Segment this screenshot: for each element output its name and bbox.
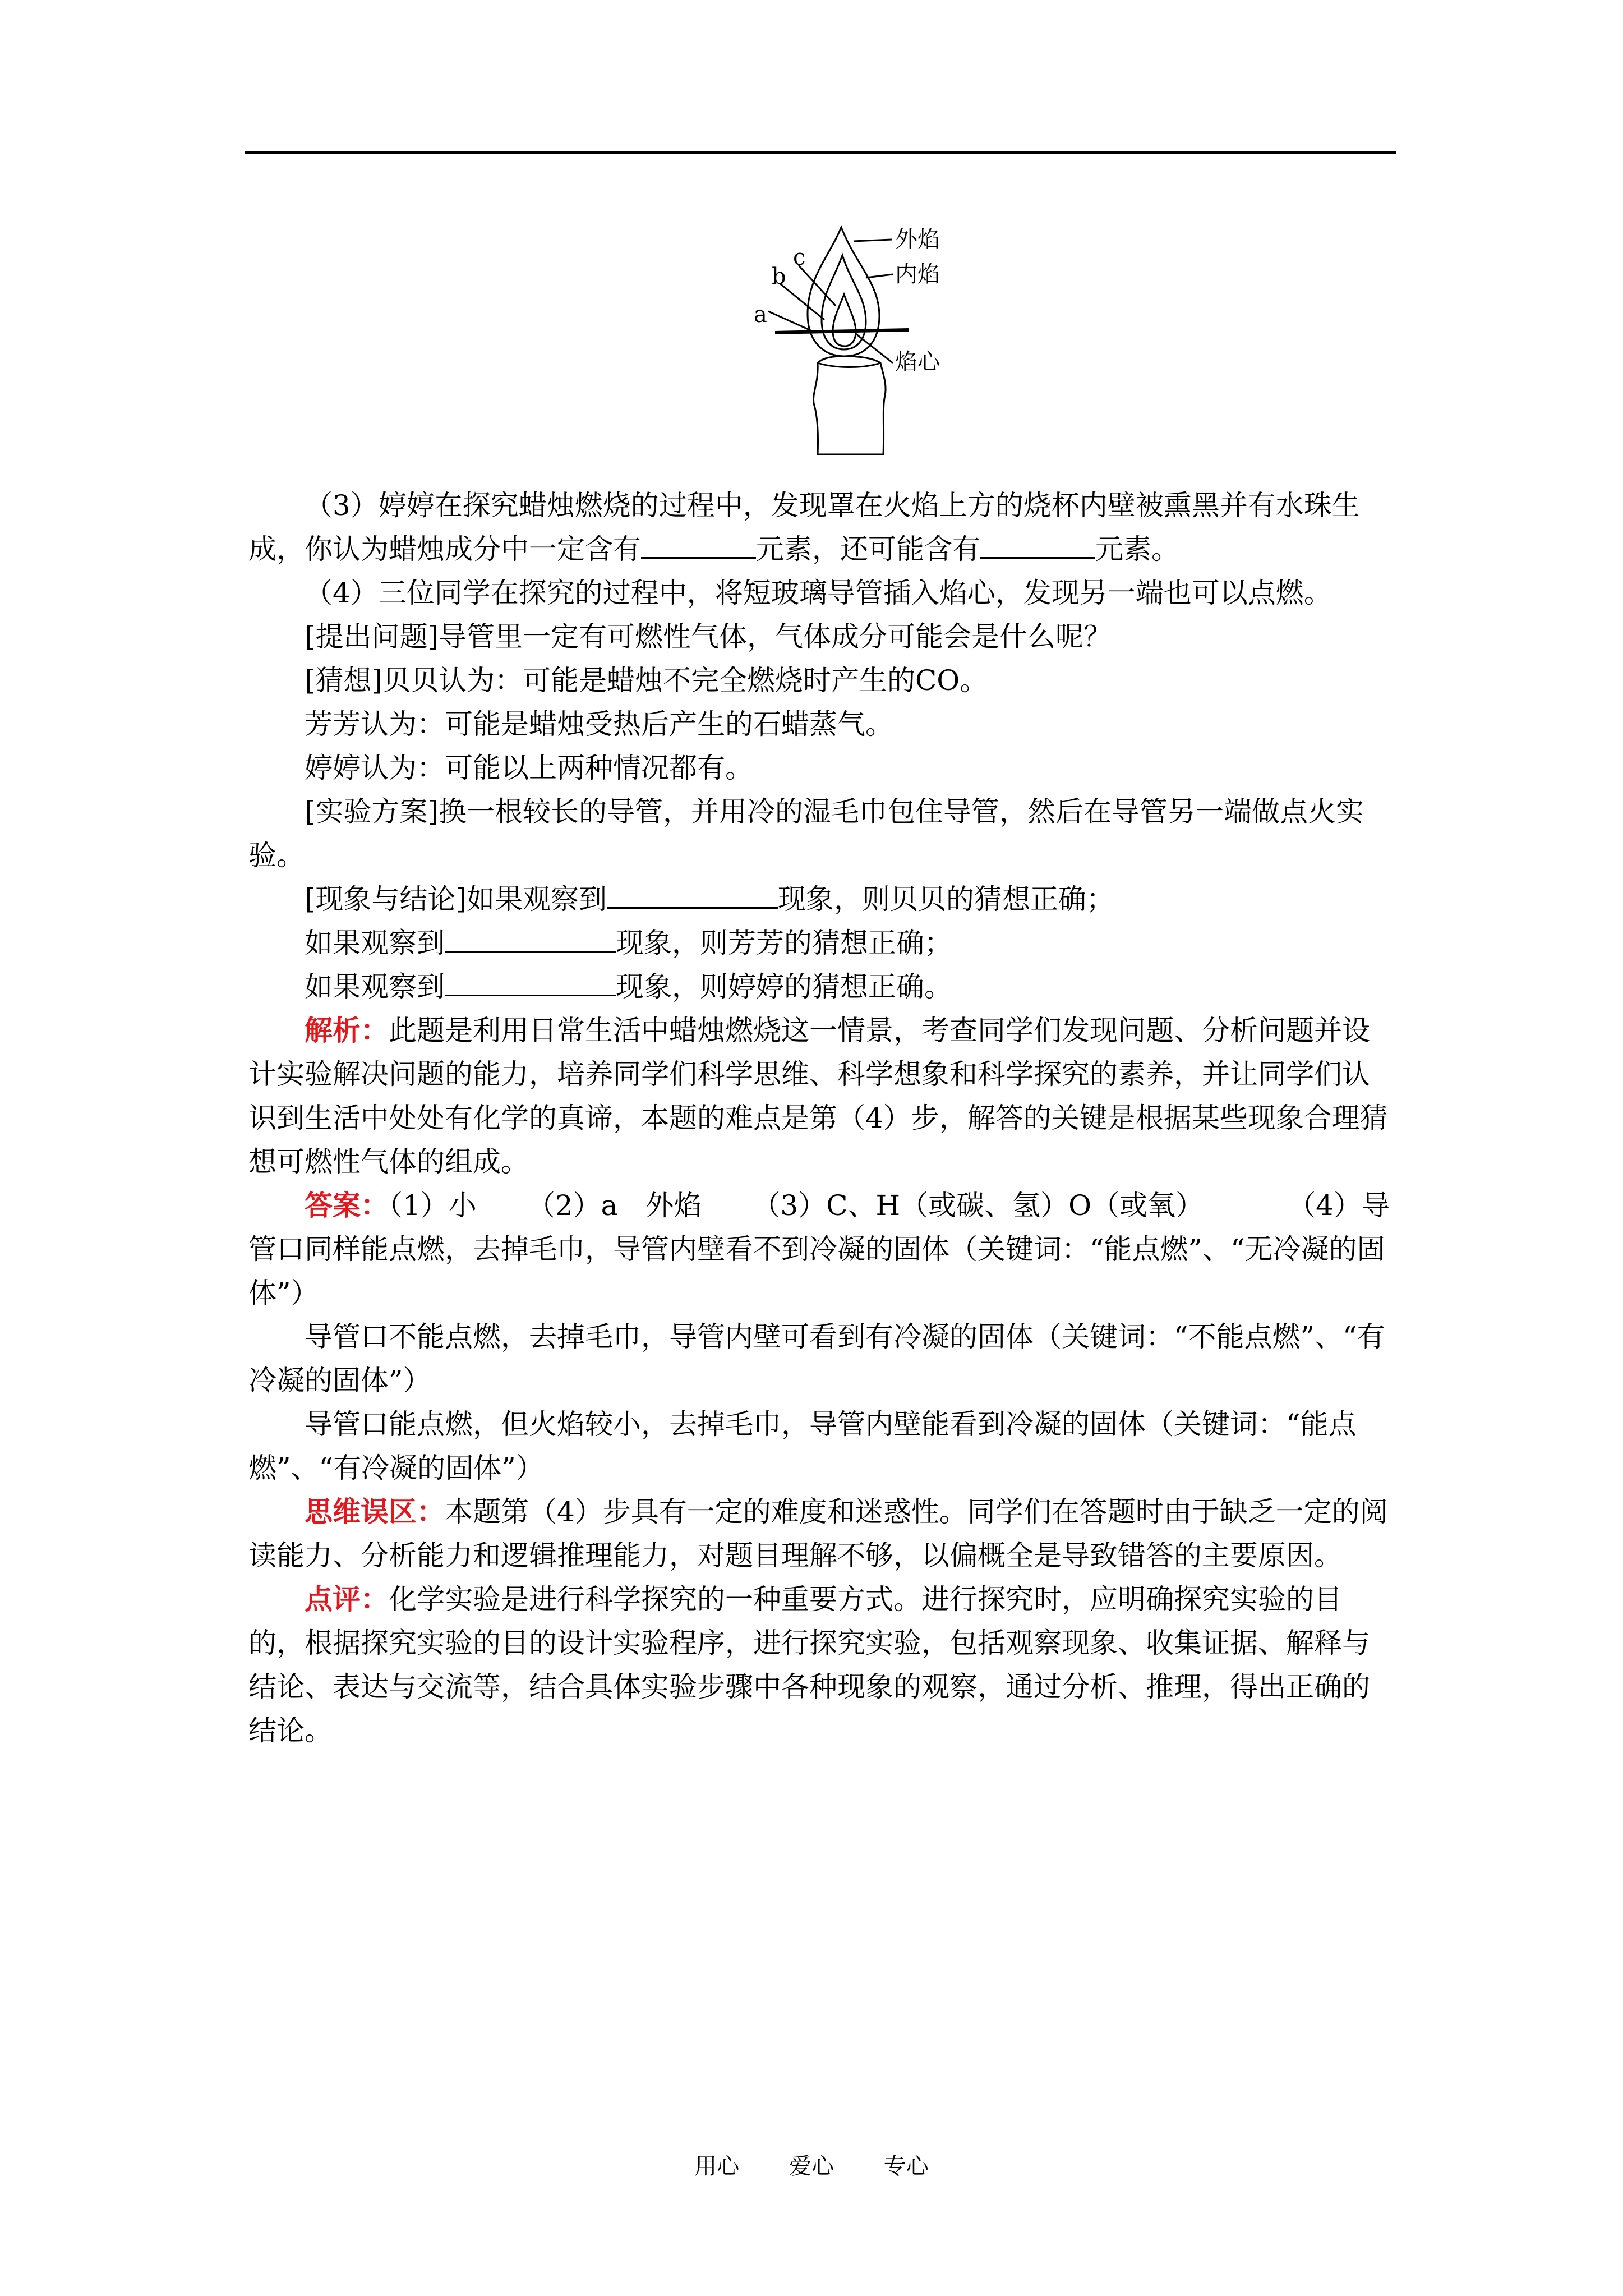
- question-3: （3）婷婷在探究蜡烛燃烧的过程中，发现罩在火焰上方的烧杯内壁被熏黑并有水珠生成，你认为蜡烛成分中一定含有 元素，还可能含有 元素。: [248, 489, 1360, 565]
- answer-blank: [607, 882, 778, 909]
- pointer-inner: [866, 274, 893, 278]
- inner-flame-outline: [822, 255, 866, 349]
- candle-drip: [818, 356, 880, 363]
- label-a: a: [754, 302, 767, 328]
- answer-blank: [445, 970, 616, 996]
- page-footer: [0, 2148, 1623, 2180]
- pointer-b: [780, 283, 824, 320]
- footer-item: 用心: [694, 2154, 740, 2179]
- candle-flame-figure: [746, 216, 959, 463]
- flame-core-outline: [833, 295, 856, 346]
- document-body: [248, 484, 1396, 1752]
- guess-tingting: 婷婷认为：可能以上两种情况都有。: [305, 752, 753, 784]
- comment-label: 点评：: [305, 1582, 389, 1616]
- outer-flame-outline: [808, 227, 879, 356]
- footer-item: 爱心: [789, 2154, 834, 2179]
- label-outer-flame: 外焰: [895, 227, 940, 252]
- guess-beibei: [猜想]贝贝认为：可能是蜡烛不完全燃烧时产生的CO。: [305, 664, 988, 697]
- label-c: c: [793, 245, 806, 270]
- guess-fangfang: 芳芳认为：可能是蜡烛受热后产生的石蜡蒸气。: [305, 708, 893, 740]
- label-b: b: [772, 264, 786, 289]
- comment: 点评：化学实验是进行科学探究的一种重要方式。进行探究时，应明确探究实验的目的，根据探究实验的目的设计实验程序，进行探究实验，包括观察现象、收集证据、解释与结论、表达与交流等，结合具体实验步骤中各种现象的观察，通过分析、推理，得出正确的结论。: [248, 1582, 1370, 1747]
- pointer-a: [768, 311, 813, 332]
- answer-blank: [445, 926, 616, 953]
- experiment-plan: [实验方案]换一根较长的导管，并用冷的湿毛巾包住导管，然后在导管另一端做点火实验。: [248, 795, 1364, 872]
- footer-item: 专心: [883, 2154, 929, 2179]
- label-inner-flame: 内焰: [895, 261, 940, 287]
- answer-blank: [641, 532, 756, 559]
- raise-question: [提出问题]导管里一定有可燃性气体，气体成分可能会是什么呢？: [305, 620, 1112, 653]
- header-rule: [245, 151, 1396, 154]
- observation-1: [现象与结论]如果观察到 现象，则贝贝的猜想正确；: [305, 883, 1115, 915]
- analysis-label: 解析：: [305, 1014, 389, 1047]
- label-flame-core: 焰心: [895, 349, 940, 375]
- matchstick: [775, 330, 909, 333]
- answer-blank: [980, 532, 1095, 559]
- pointer-outer: [854, 240, 892, 241]
- answer-4b: 导管口不能点燃，去掉毛巾，导管内壁可看到有冷凝的固体（关键词：“不能点燃”、“有冷凝的固体”）: [248, 1320, 1385, 1397]
- candle-body-outline: [813, 363, 886, 454]
- thinking-mistake: 思维误区：本题第（4）步具有一定的难度和迷惑性。同学们在答题时由于缺乏一定的阅读能力、分析能力和逻辑推理能力，对题目理解不够，以偏概全是导致错答的主要原因。: [248, 1495, 1388, 1572]
- question-4: （4）三位同学在探究的过程中，将短玻璃导管插入焰心，发现另一端也可以点燃。: [305, 577, 1332, 609]
- mistake-label: 思维误区：: [305, 1495, 445, 1528]
- analysis: 解析：此题是利用日常生活中蜡烛燃烧这一情景，考查同学们发现问题、分析问题并设计实验解决问题的能力，培养同学们科学思维、科学想象和科学探究的素养，并让同学们认识到生活中处处有化学的真谛，本题的难点是第（4）步，解答的关键是根据某些现象合理猜想可燃性气体的组成。: [248, 1014, 1388, 1178]
- answer: 答案：（1）小 （2）a 外焰 （3）C、H（或碳、氢）O（或氧） （4）导管口同样能点燃，去掉毛巾，导管内壁看不到冷凝的固体（关键词：“能点燃”、“无冷凝的固体”）: [248, 1189, 1390, 1309]
- answer-label: 答案：: [305, 1189, 389, 1222]
- candle-flame-diagram: [746, 216, 959, 463]
- observation-3: 如果观察到 现象，则婷婷的猜想正确。: [305, 970, 952, 1003]
- answer-4c: 导管口能点燃，但火焰较小，去掉毛巾，导管内壁能看到冷凝的固体（关键词：“能点燃”、“有冷凝的固体”）: [248, 1408, 1357, 1484]
- observation-2: 如果观察到 现象，则芳芳的猜想正确；: [305, 927, 952, 959]
